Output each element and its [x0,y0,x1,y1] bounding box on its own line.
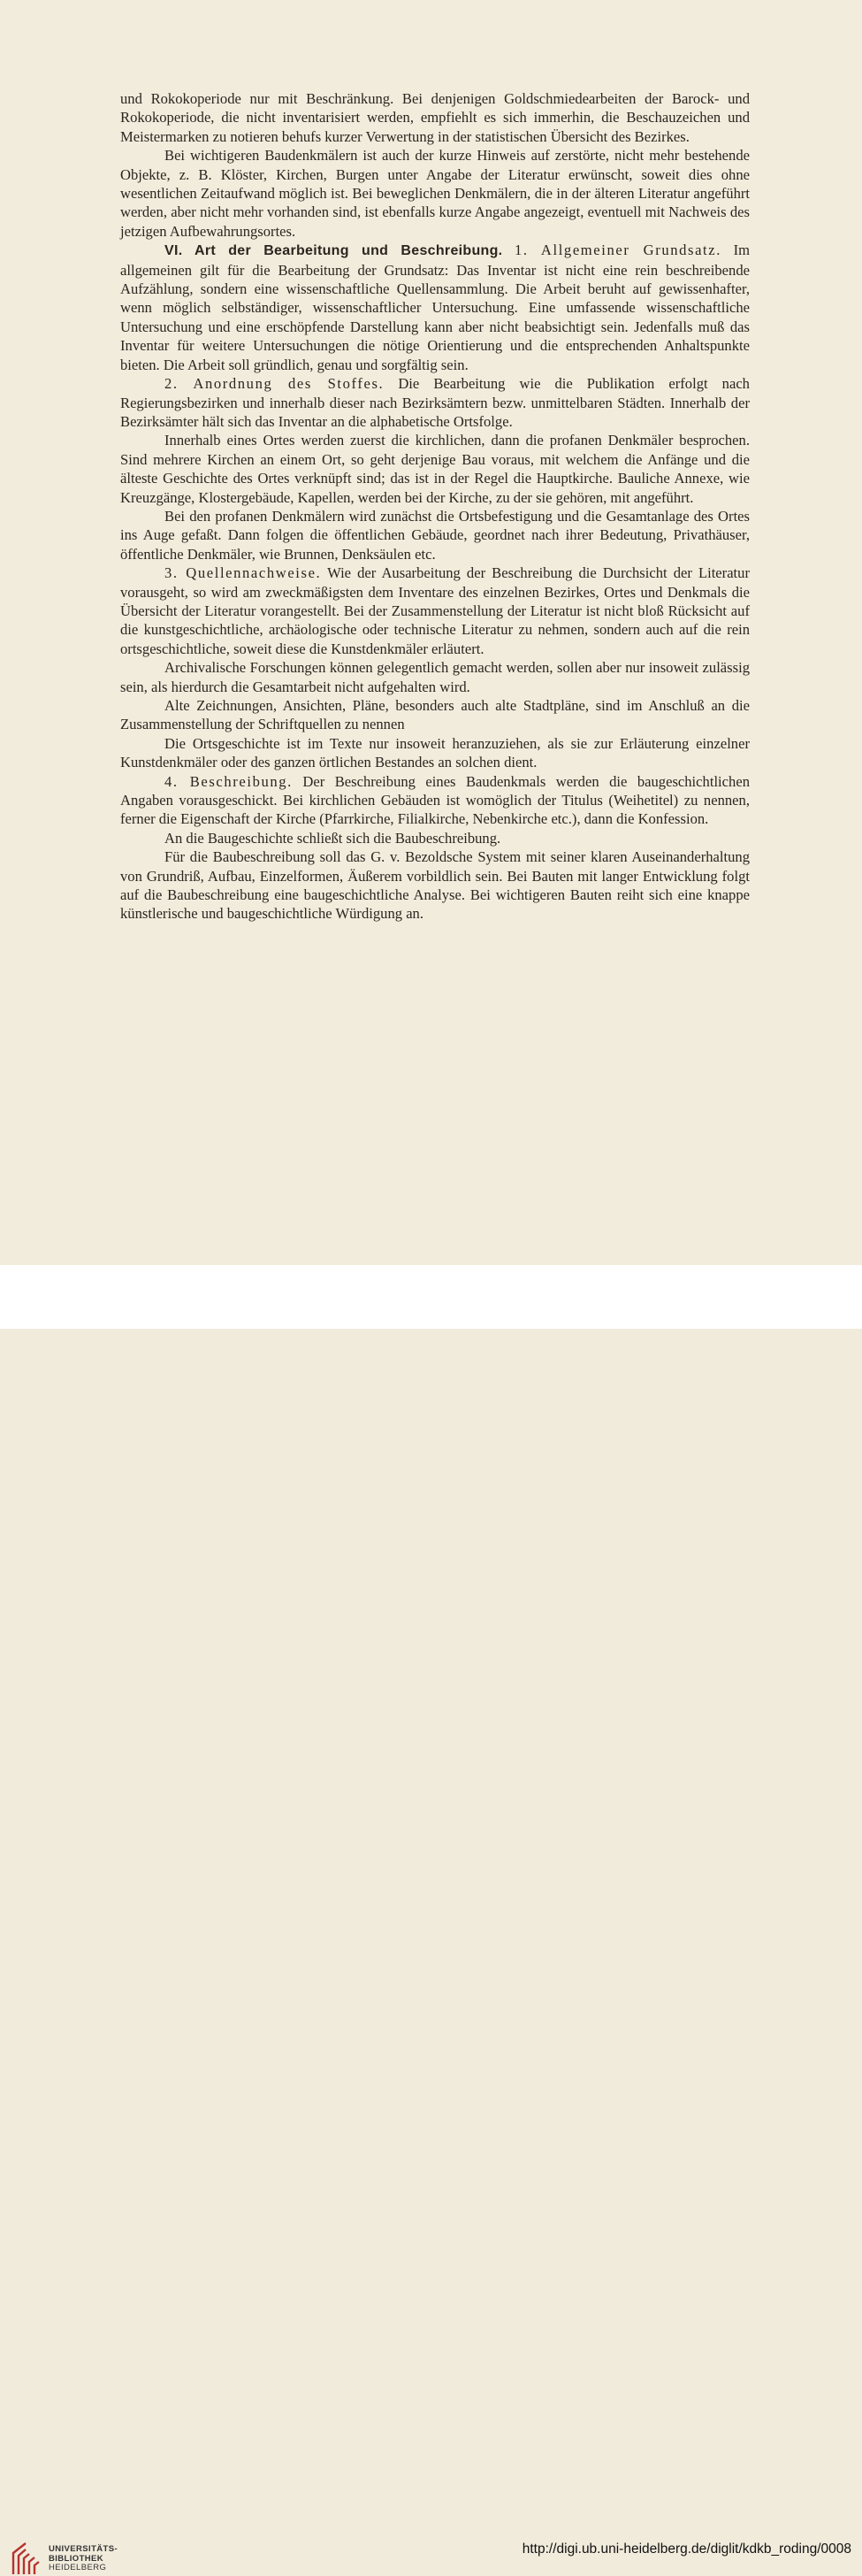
paragraph-1: und Rokokoperiode nur mit Beschränkung. Bei denjenigen Goldschmiedearbeiten der Barock- und Rokokoperiode, die nicht inventarisiert werden, empfiehlt es sich immerhin, die Beschauzeichen und Meistermarken zu notieren behufs kurzer Verwertung in der statistischen Übersicht des Bezirkes. [120,90,750,145]
paragraph-10: Die Ortsgeschichte ist im Texte nur insoweit heranzuziehen, als sie zur Erläuterung einzelner Kunstdenkmäler oder des ganzen örtlichen Bestandes an solchen dient. [120,734,750,771]
library-name-line-1: UNIVERSITÄTS- [49,2544,118,2554]
paragraph-section-vi [120,241,750,374]
paragraph-beschreibung [120,772,750,829]
paragraph-3-body: Im allgemeinen gilt für die Bearbeitung der Grundsatz: Das Inventar ist nicht eine rein beschreibende Aufzählung, sondern eine wissenschaftliche Quellensammlung. Die Arbeit beruht auf gewissenhafter, wenn möglich selbständiger, wissenschaftlicher Untersuchung. Eine umfassende wissenschaftliche Untersuchung und eine erschöpfende Darstellung kann aber nicht beabsichtigt sein. Jedenfalls muß das Inventar für weitere Untersuchungen die nötige Orientierung und die entsprechenden Anhaltspunkte bieten. Die Arbeit soll gründlich, genau und sorgfältig sein. [120,242,750,373]
university-library-logo-icon[interactable] [11,2541,41,2576]
subsection-heading-2: 2. Anordnung des Stoffes. [164,375,385,393]
paragraph-4-body: Die Bearbeitung wie die Publikation erfolgt nach Regierungsbezirken und innerhalb dieser nach Bezirksämtern bezw. unmittelbaren Städten. Innerhalb der Bezirksämter hält sich das Inventar an die alphabetische Ortsfolge. [120,375,750,430]
paragraph-6: Bei den profanen Denkmälern wird zunächst die Ortsbefestigung und die Gesamtanlage des Ortes ins Auge gefaßt. Dann folgen die öffentlichen Gebäude, geordnet nach ihrer Bedeutung, Privathäuser, öffentliche Denkmäler, wie Brunnen, Denksäulen etc. [120,507,750,563]
paragraph-2: Bei wichtigeren Baudenkmälern ist auch der kurze Hinweis auf zerstörte, nicht mehr bestehende Objekte, z. B. Klöster, Kirchen, Burgen unter Angabe der Literatur erwünscht, soweit dies ohne wesentlichen Zeitaufwand möglich ist. Bei beweglichen Denkmälern, die in der älteren Literatur angeführt werden, aber nicht mehr vorhanden sind, ist ebenfalls kurze Angabe angezeigt, eventuell mit Nachweis des jetzigen Aufbewahrungsortes. [120,147,750,240]
paragraph-11-body: Der Beschreibung eines Baudenkmals werden die baugeschichtlichen Angaben vorausgeschickt. Bei kirchlichen Gebäuden ist womöglich der Titulus (Weihetitel) zu nennen, ferner die Eigenschaft der Kirche (Pfarrkirche, Filialkirche, Nebenkirche etc.), dann die Konfession. [120,772,750,828]
paragraph-12: An die Baugeschichte schließt sich die Baubeschreibung. [164,829,501,847]
paragraph-8: Archivalische Forschungen können gelegentlich gemacht werden, sollen aber nur insoweit zulässig sein, als hierdurch die Gesamtarbeit nicht aufgehalten wird. [120,659,750,695]
subsection-heading-3: 3. Quellennachweise. [164,564,322,582]
paragraph-9: Alte Zeichnungen, Ansichten, Pläne, besonders auch alte Stadtpläne, sind im Anschluß an die Zusammenstellung der Schriftquellen zu nennen [120,697,750,733]
paragraph-anordnung [120,374,750,431]
library-name-line-3: HEIDELBERG [49,2563,107,2572]
scanned-page [0,0,862,1265]
library-name [49,2545,118,2573]
subsection-heading-4: 4. Beschreibung. [164,772,293,790]
section-heading: VI. Art der Bearbeitung und Beschreibung. [164,243,503,259]
paragraph-quellennachweise [120,564,750,658]
paragraph-7-body: Wie der Ausarbeitung der Beschreibung die Durchsicht der Literatur vorausgeht, so wird am zweckmäßigsten dem Inventare des einzelnen Bezirkes, Ortes und Denkmals die Übersicht der Literatur vorangestellt. Bei der Zusammenstellung der Literatur ist nicht bloß Rücksicht auf die kunstgeschichtliche, archäologische oder technische Literatur zu nehmen, sondern auch auf die rein ortsgeschichtliche, soweit diese die Kunstdenkmäler erläutert. [120,564,750,657]
footer-bar [0,1265,862,2572]
library-name-line-2: BIBLIOTHEK [49,2553,104,2564]
page-text-body [120,89,750,924]
permalink-url[interactable]: http://digi.ub.uni-heidelberg.de/diglit/kdkb_roding/0008 [522,2542,851,2557]
paragraph-5: Innerhalb eines Ortes werden zuerst die kirchlichen, dann die profanen Denkmäler besprochen. Sind mehrere Kirchen an einem Ort, so geht derjenige Bau voraus, mit welchem die Anfänge und die älteste Geschichte des Ortes verknüpft sind; das ist in der Regel die Hauptkirche. Bauliche Annexe, wie Kreuzgänge, Klostergebäude, Kapellen, werden bei der Kirche, zu der sie gehören, mit angeführt. [120,432,750,506]
paragraph-13: Für die Baubeschreibung soll das G. v. Bezoldsche System mit seiner klaren Auseinanderhaltung von Grundriß, Aufbau, Einzelformen, Äußerem vorbildlich sein. Bei Bauten mit langer Entwicklung folgt auf die Baubeschreibung eine baugeschichtliche Analyse. Bei wichtigeren Bauten reiht sich eine knappe künstlerische und baugeschichtliche Würdigung an. [120,848,750,923]
subsection-heading-1: 1. Allgemeiner Grundsatz. [515,242,721,259]
